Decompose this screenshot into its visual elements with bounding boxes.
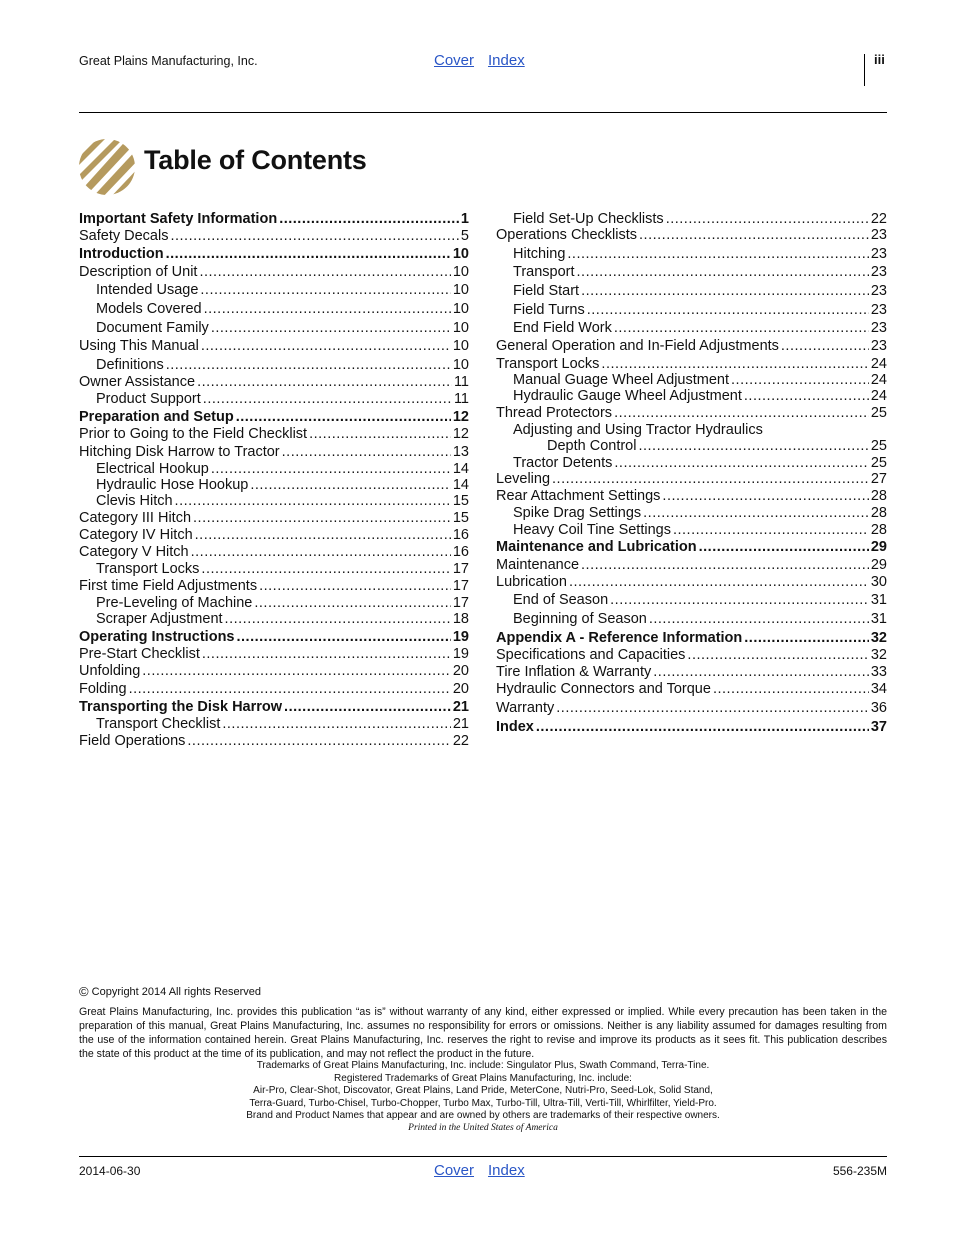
toc-entry-page: 14 bbox=[452, 461, 469, 477]
dot-leader bbox=[653, 664, 869, 681]
toc-entry-title: Safety Decals bbox=[79, 228, 169, 244]
toc-entry-title: Transport Locks bbox=[96, 561, 200, 577]
toc-entry[interactable] bbox=[496, 211, 887, 228]
toc-entry-title: Operating Instructions bbox=[79, 629, 235, 645]
toc-entry-title: Hydraulic Gauge Wheel Adjustment bbox=[513, 388, 742, 404]
toc-entry-page: 23 bbox=[870, 283, 887, 299]
toc-entry-page: 23 bbox=[870, 246, 887, 262]
dot-leader bbox=[211, 461, 451, 478]
index-link[interactable]: Index bbox=[488, 52, 525, 69]
trademark-line: Terra-Guard, Turbo-Chisel, Turbo-Chopper, Turbo Max, Turbo-Till, Ultra-Till, Verti-Till, Whirlfilter, Yield-Pro. bbox=[249, 1097, 717, 1109]
toc-entry-title: Hydraulic Connectors and Torque bbox=[496, 681, 711, 697]
dot-leader bbox=[643, 505, 869, 522]
dot-leader bbox=[731, 372, 869, 389]
toc-entry[interactable] bbox=[79, 646, 469, 663]
toc-entry[interactable] bbox=[79, 211, 469, 228]
toc-entry[interactable] bbox=[79, 629, 469, 646]
toc-entry[interactable] bbox=[496, 611, 887, 628]
great-plains-logo-icon bbox=[79, 139, 135, 195]
toc-entry[interactable] bbox=[79, 716, 469, 733]
copyright-line bbox=[79, 984, 261, 999]
toc-entry-title: Appendix A - Reference Information bbox=[496, 630, 743, 646]
toc-entry[interactable] bbox=[79, 301, 469, 318]
toc-entry[interactable] bbox=[496, 574, 887, 591]
toc-entry[interactable] bbox=[496, 505, 887, 522]
toc-entry-title: Operations Checklists bbox=[496, 227, 638, 243]
toc-entry[interactable] bbox=[496, 522, 887, 539]
dot-leader bbox=[237, 629, 451, 646]
dot-leader bbox=[201, 338, 451, 355]
toc-entry-page: 13 bbox=[452, 444, 469, 460]
dot-leader bbox=[744, 630, 869, 647]
toc-entry-page: 21 bbox=[452, 699, 469, 715]
dot-leader bbox=[129, 681, 451, 698]
dot-leader bbox=[614, 320, 869, 337]
toc-entry-page: 24 bbox=[870, 388, 887, 404]
dot-leader bbox=[581, 283, 869, 300]
dot-leader bbox=[556, 700, 869, 717]
toc-entry-page: 34 bbox=[870, 681, 887, 697]
dot-leader bbox=[638, 438, 868, 455]
toc-entry-page: 12 bbox=[452, 426, 469, 442]
toc-entry-page: 23 bbox=[870, 227, 887, 243]
header-rule bbox=[79, 112, 887, 113]
toc-entry-title: Introduction bbox=[79, 246, 164, 262]
publication-date: 2014-06-30 bbox=[79, 1164, 141, 1178]
footer-rule bbox=[79, 1156, 887, 1157]
toc-entry-page: 10 bbox=[452, 357, 469, 373]
dot-leader bbox=[259, 578, 451, 595]
cover-link[interactable]: Cover bbox=[434, 1162, 475, 1179]
toc-entry-title: Category V Hitch bbox=[79, 544, 189, 560]
toc-entry-page: 31 bbox=[870, 592, 887, 608]
toc-entry-page: 15 bbox=[452, 493, 469, 509]
dot-leader bbox=[666, 211, 869, 228]
dot-leader bbox=[199, 264, 450, 281]
toc-entry-title: Depth Control bbox=[547, 438, 637, 454]
toc-entry-page: 10 bbox=[452, 264, 469, 280]
toc-entry-title: Rear Attachment Settings bbox=[496, 488, 661, 504]
toc-entry[interactable] bbox=[79, 527, 469, 544]
toc-entry[interactable] bbox=[79, 733, 469, 750]
toc-entry[interactable] bbox=[496, 700, 887, 717]
toc-entry[interactable] bbox=[79, 510, 469, 527]
dot-leader bbox=[254, 595, 450, 612]
toc-entry-page: 10 bbox=[452, 282, 469, 298]
toc-entry-title: Category IV Hitch bbox=[79, 527, 193, 543]
dot-leader bbox=[601, 356, 868, 373]
toc-entry-title: Field Turns bbox=[513, 302, 585, 318]
printed-in-usa: Printed in the United States of America bbox=[408, 1123, 558, 1133]
dot-leader bbox=[552, 471, 869, 488]
toc-entry[interactable] bbox=[79, 391, 469, 408]
toc-entry-title: Specifications and Capacities bbox=[496, 647, 686, 663]
toc-entry-page: 31 bbox=[870, 611, 887, 627]
toc-entry[interactable] bbox=[496, 302, 887, 319]
toc-entry[interactable] bbox=[79, 595, 469, 612]
toc-entry-title: Maintenance bbox=[496, 557, 580, 573]
toc-entry-page: 19 bbox=[452, 629, 469, 645]
toc-entry-title: Field Operations bbox=[79, 733, 186, 749]
toc-entry-page: 18 bbox=[452, 611, 469, 627]
toc-entry[interactable] bbox=[496, 338, 887, 355]
toc-entry-title: Preparation and Setup bbox=[79, 409, 234, 425]
toc-entry-page: 23 bbox=[870, 338, 887, 354]
toc-entry[interactable] bbox=[496, 471, 887, 488]
toc-entry-page: 10 bbox=[452, 246, 469, 262]
toc-entry[interactable] bbox=[496, 372, 887, 389]
toc-entry-title: Hitching Disk Harrow to Tractor bbox=[79, 444, 280, 460]
toc-entry-page: 1 bbox=[460, 211, 469, 227]
page-number-divider bbox=[864, 54, 865, 86]
toc-entry-title: Hydraulic Hose Hookup bbox=[96, 477, 249, 493]
toc-entry[interactable] bbox=[496, 539, 887, 556]
dot-leader bbox=[282, 444, 451, 461]
toc-entry-page: 11 bbox=[453, 374, 469, 390]
toc-entry-page: 10 bbox=[452, 338, 469, 354]
dot-leader bbox=[639, 227, 869, 244]
toc-entry-title: Description of Unit bbox=[79, 264, 198, 280]
toc-entry[interactable] bbox=[79, 561, 469, 578]
toc-entry-page: 27 bbox=[870, 471, 887, 487]
toc-entry-page: 16 bbox=[452, 527, 469, 543]
toc-entry-page: 5 bbox=[460, 228, 469, 244]
toc-entry-title: Manual Guage Wheel Adjustment bbox=[513, 372, 730, 388]
dot-leader bbox=[236, 409, 451, 426]
toc-entry[interactable] bbox=[496, 438, 887, 455]
toc-entry-title: First time Field Adjustments bbox=[79, 578, 258, 594]
dot-leader bbox=[577, 264, 869, 281]
dot-leader bbox=[569, 574, 869, 591]
toc-entry-page: 28 bbox=[870, 505, 887, 521]
toc-entry-page: 24 bbox=[870, 372, 887, 388]
toc-entry-page: 23 bbox=[870, 320, 887, 336]
toc-entry-page: 33 bbox=[870, 664, 887, 680]
dot-leader bbox=[581, 557, 869, 574]
dot-leader bbox=[250, 477, 451, 494]
toc-entry-page: 28 bbox=[870, 522, 887, 538]
toc-entry-title: Index bbox=[496, 719, 534, 735]
toc-entry[interactable] bbox=[79, 374, 469, 391]
toc-entry[interactable] bbox=[79, 338, 469, 355]
toc-entry-page: 16 bbox=[452, 544, 469, 560]
toc-entry-title: Important Safety Information bbox=[79, 211, 278, 227]
toc-entry-title: Using This Manual bbox=[79, 338, 199, 354]
dot-leader bbox=[284, 699, 451, 716]
toc-entry-title: Field Set-Up Checklists bbox=[513, 211, 664, 227]
toc-entry-title: Heavy Coil Tine Settings bbox=[513, 522, 671, 538]
toc-entry[interactable] bbox=[79, 544, 469, 561]
toc-entry-title: Prior to Going to the Field Checklist bbox=[79, 426, 308, 442]
toc-entry[interactable] bbox=[496, 227, 887, 244]
toc-entry[interactable] bbox=[79, 663, 469, 680]
toc-entry[interactable] bbox=[79, 681, 469, 698]
dot-leader bbox=[713, 681, 869, 698]
toc-entry[interactable] bbox=[496, 405, 887, 422]
dot-leader bbox=[279, 211, 459, 228]
copyright-text: Copyright 2014 All rights Reserved bbox=[91, 986, 262, 998]
toc-entry-page: 30 bbox=[870, 574, 887, 590]
toc-entry-title: Category III Hitch bbox=[79, 510, 192, 526]
toc-entry-page: 32 bbox=[870, 647, 887, 663]
toc-entry[interactable] bbox=[496, 488, 887, 505]
dot-leader bbox=[201, 561, 450, 578]
toc-entry-title: Tractor Detents bbox=[513, 455, 613, 471]
dot-leader bbox=[204, 301, 451, 318]
dot-leader bbox=[567, 246, 868, 263]
toc-entry-title: Thread Protectors bbox=[496, 405, 613, 421]
dot-leader bbox=[203, 391, 452, 408]
toc-entry-page: 28 bbox=[870, 488, 887, 504]
dot-leader bbox=[649, 611, 869, 628]
toc-entry[interactable] bbox=[496, 455, 887, 472]
toc-entry[interactable] bbox=[79, 282, 469, 299]
dot-leader bbox=[536, 719, 869, 736]
toc-entry[interactable] bbox=[496, 388, 887, 405]
toc-entry-page: 29 bbox=[870, 557, 887, 573]
cover-link[interactable]: Cover bbox=[434, 52, 475, 69]
page-title: Table of Contents bbox=[144, 145, 367, 175]
dot-leader bbox=[614, 405, 869, 422]
company-name: Great Plains Manufacturing, Inc. bbox=[79, 54, 258, 68]
toc-entry-title: Folding bbox=[79, 681, 127, 697]
toc-entry-page: 25 bbox=[870, 405, 887, 421]
toc-entry-title: Models Covered bbox=[96, 301, 202, 317]
dot-leader bbox=[187, 733, 450, 750]
page-number: iii bbox=[874, 52, 885, 67]
toc-entry-title: Transport Locks bbox=[496, 356, 600, 372]
toc-entry[interactable] bbox=[79, 264, 469, 281]
toc-entry-label[interactable]: Adjusting and Using Tractor Hydraulics bbox=[513, 422, 763, 438]
toc-entry[interactable] bbox=[79, 320, 469, 337]
toc-entry-page: 29 bbox=[870, 539, 887, 555]
toc-entry[interactable] bbox=[496, 246, 887, 263]
toc-entry-title: Intended Usage bbox=[96, 282, 199, 298]
toc-entry[interactable] bbox=[496, 630, 887, 647]
toc-entry[interactable] bbox=[496, 592, 887, 609]
toc-entry-title: Beginning of Season bbox=[513, 611, 647, 627]
dot-leader bbox=[166, 246, 451, 263]
toc-entry-title: Spike Drag Settings bbox=[513, 505, 642, 521]
toc-entry[interactable] bbox=[496, 320, 887, 337]
toc-entry-title: Document Family bbox=[96, 320, 209, 336]
dot-leader bbox=[202, 646, 451, 663]
toc-entry[interactable] bbox=[496, 719, 887, 736]
toc-entry-title: General Operation and In-Field Adjustments bbox=[496, 338, 779, 354]
footer-nav bbox=[434, 1162, 539, 1179]
dot-leader bbox=[191, 544, 451, 561]
toc-entry-title: End Field Work bbox=[513, 320, 612, 336]
document-number: 556-235M bbox=[832, 1164, 887, 1178]
toc-entry-page: 20 bbox=[452, 681, 469, 697]
toc-entry-page: 10 bbox=[452, 320, 469, 336]
dot-leader bbox=[211, 320, 451, 337]
toc-entry[interactable] bbox=[79, 357, 469, 374]
trademark-line: Air-Pro, Clear-Shot, Discovator, Great Plains, Land Pride, MeterCone, Nutri-Pro, Seed-Lok, Solid Stand, bbox=[253, 1085, 713, 1097]
toc-entry-title: Field Start bbox=[513, 283, 580, 299]
toc-entry-page: 10 bbox=[452, 301, 469, 317]
toc-entry-title: Unfolding bbox=[79, 663, 141, 679]
toc-entry-title: Lubrication bbox=[496, 574, 567, 590]
toc-entry-page: 22 bbox=[452, 733, 469, 749]
toc-entry-page: 23 bbox=[870, 302, 887, 318]
toc-entry-page: 25 bbox=[870, 438, 887, 454]
toc-entry-page: 17 bbox=[452, 561, 469, 577]
toc-entry[interactable] bbox=[496, 647, 887, 664]
toc-entry-page: 24 bbox=[870, 356, 887, 372]
toc-entry[interactable] bbox=[79, 493, 469, 510]
dot-leader bbox=[781, 338, 869, 355]
dot-leader bbox=[587, 302, 869, 319]
dot-leader bbox=[225, 611, 451, 628]
toc-entry-page: 11 bbox=[453, 391, 469, 407]
toc-entry-title: Scraper Adjustment bbox=[96, 611, 223, 627]
toc-entry-page: 15 bbox=[452, 510, 469, 526]
copyright-symbol: © bbox=[79, 984, 89, 999]
toc-entry[interactable] bbox=[496, 681, 887, 698]
toc-entry-page: 12 bbox=[452, 409, 469, 425]
toc-entry[interactable] bbox=[496, 356, 887, 373]
toc-entry-title: Pre-Start Checklist bbox=[79, 646, 200, 662]
toc-entry[interactable] bbox=[496, 283, 887, 300]
toc-entry-title: Leveling bbox=[496, 471, 551, 487]
toc-entry[interactable] bbox=[496, 664, 887, 681]
toc-entry-title: Transport Checklist bbox=[96, 716, 221, 732]
toc-entry[interactable] bbox=[79, 477, 469, 494]
toc-entry-title: Maintenance and Lubrication bbox=[496, 539, 697, 555]
toc-entry-page: 36 bbox=[870, 700, 887, 716]
toc-entry-page: 37 bbox=[870, 719, 887, 735]
dot-leader bbox=[687, 647, 868, 664]
trademark-line: Brand and Product Names that appear and are owned by others are trademarks of their respective owners. bbox=[246, 1110, 720, 1122]
toc-entry[interactable] bbox=[79, 699, 469, 716]
toc-entry-page: 20 bbox=[452, 663, 469, 679]
toc-entry[interactable] bbox=[79, 461, 469, 478]
toc-entry[interactable] bbox=[79, 409, 469, 426]
toc-entry-page: 32 bbox=[870, 630, 887, 646]
toc-entry-title: End of Season bbox=[513, 592, 609, 608]
toc-entry-title: Pre-Leveling of Machine bbox=[96, 595, 253, 611]
toc-entry-title: Hitching bbox=[513, 246, 566, 262]
dot-leader bbox=[662, 488, 868, 505]
dot-leader bbox=[195, 527, 451, 544]
toc-entry[interactable] bbox=[79, 228, 469, 245]
dot-leader bbox=[744, 388, 869, 405]
dot-leader bbox=[200, 282, 450, 299]
toc-entry-page: 25 bbox=[870, 455, 887, 471]
dot-leader bbox=[142, 663, 451, 680]
toc-entry-title: Clevis Hitch bbox=[96, 493, 173, 509]
trademark-line: Trademarks of Great Plains Manufacturing, Inc. include: Singulator Plus, Swath Command, Terra-Tine. bbox=[256, 1060, 710, 1071]
dot-leader bbox=[175, 493, 451, 510]
toc-entry[interactable] bbox=[79, 246, 469, 263]
dot-leader bbox=[610, 592, 869, 609]
dot-leader bbox=[166, 357, 451, 374]
toc-entry-title: Product Support bbox=[96, 391, 201, 407]
dot-leader bbox=[222, 716, 450, 733]
dot-leader bbox=[699, 539, 869, 556]
index-link[interactable]: Index bbox=[488, 1162, 525, 1179]
toc-entry-title: Warranty bbox=[496, 700, 555, 716]
toc-entry-page: 14 bbox=[452, 477, 469, 493]
toc-entry-title: Definitions bbox=[96, 357, 164, 373]
header-nav bbox=[434, 52, 539, 69]
trademark-line: Registered Trademarks of Great Plains Manufacturing, Inc. include: bbox=[334, 1072, 632, 1084]
toc-entry-page: 17 bbox=[452, 595, 469, 611]
toc-entry[interactable] bbox=[496, 264, 887, 281]
disclaimer-text: Great Plains Manufacturing, Inc. provides this publication “as is” without warranty of any kind, either expressed or implied. While every precaution has been taken in the preparation of this manual, Great Plains Manufacturing, Inc. assumes no responsibility for errors or omissions. Neither is any liability assumed for damages resulting from the use of the information contained herein. Great Plains Manufacturing, Inc. reserves the right to revise and improve its products as it sees fit. This publication describes the state of this product at the time of its publication, and may not reflect the product in the future. bbox=[79, 1006, 887, 1060]
toc-entry-title: Electrical Hookup bbox=[96, 461, 209, 477]
toc-entry-page: 17 bbox=[452, 578, 469, 594]
toc-entry-page: 23 bbox=[870, 264, 887, 280]
toc-entry[interactable] bbox=[79, 444, 469, 461]
toc-entry-page: 22 bbox=[870, 211, 887, 227]
toc-entry-page: 21 bbox=[452, 716, 469, 732]
dot-leader bbox=[309, 426, 451, 443]
toc-entry[interactable] bbox=[496, 557, 887, 574]
dot-leader bbox=[673, 522, 869, 539]
dot-leader bbox=[193, 510, 451, 527]
dot-leader bbox=[614, 455, 868, 472]
toc-entry-title: Tire Inflation & Warranty bbox=[496, 664, 652, 680]
toc-entry-title: Owner Assistance bbox=[79, 374, 196, 390]
toc-entry[interactable] bbox=[79, 426, 469, 443]
toc-entry-page: 19 bbox=[452, 646, 469, 662]
toc-entry-title: Transport bbox=[513, 264, 575, 280]
toc-entry[interactable] bbox=[79, 611, 469, 628]
dot-leader bbox=[197, 374, 452, 391]
toc-entry-title: Transporting the Disk Harrow bbox=[79, 699, 283, 715]
dot-leader bbox=[170, 228, 458, 245]
toc-entry[interactable] bbox=[79, 578, 469, 595]
